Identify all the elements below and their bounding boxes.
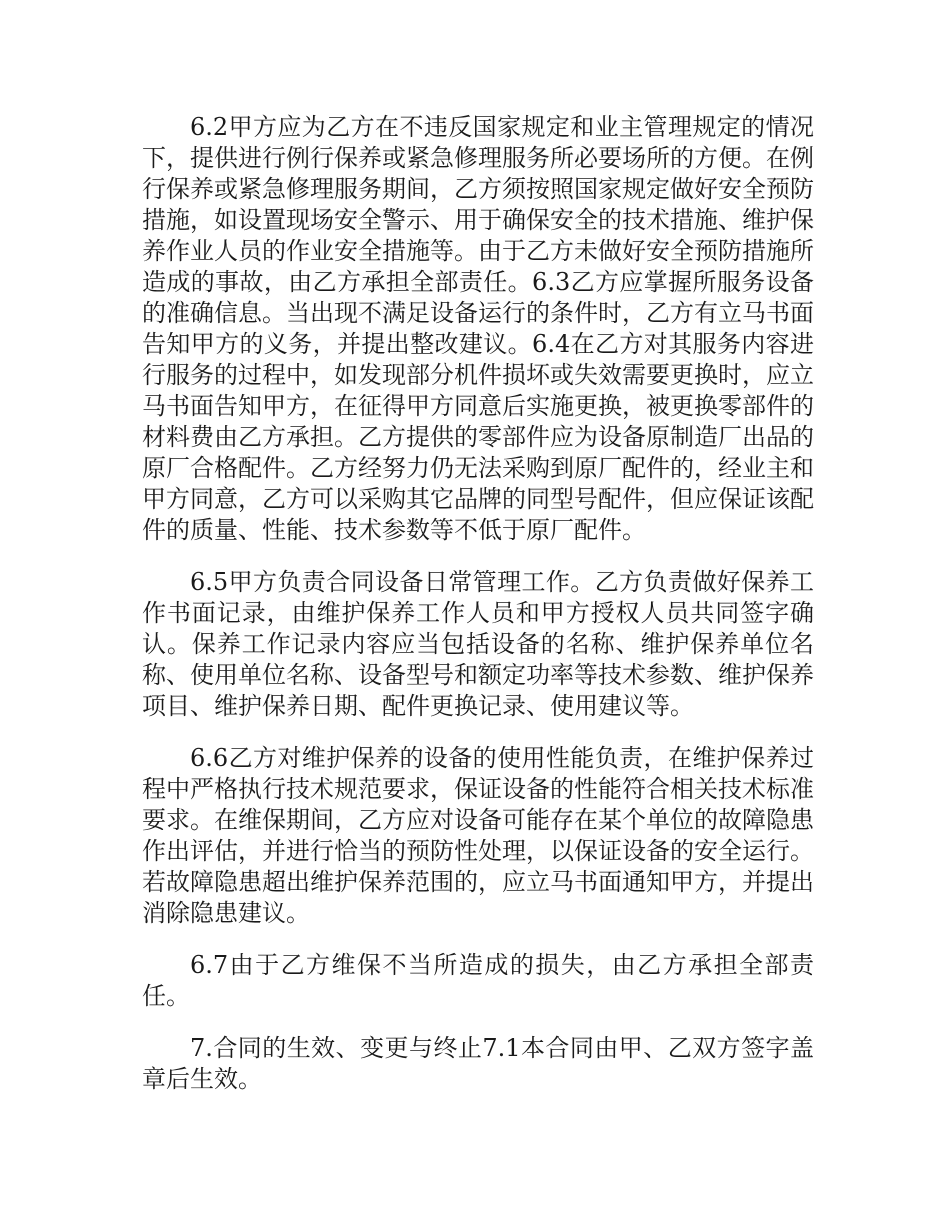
paragraph-6-5: 6.5甲方负责合同设备日常管理工作。乙方负责做好保养工作书面记录，由维护保养工作人员和甲方授权人员共同签字确认。保养工作记录内容应当包括设备的名称、维护保养单位名称、使用单位名称、设备型号和额定功率等技术参数、维护保养项目、维护保养日期、配件更换记录、使用建议等。 bbox=[142, 568, 814, 720]
paragraph-6-6: 6.6乙方对维护保养的设备的使用性能负责，在维护保养过程中严格执行技术规范要求，保证设备的性能符合相关技术标准要求。在维保期间，乙方应对设备可能存在某个单位的故障隐患作出评估，并进行恰当的预防性处理，以保证设备的安全运行。若故障隐患超出维护保养范围的，应立马书面通知甲方，并提出消除隐患建议。 bbox=[142, 744, 814, 927]
paragraph-7-1: 7.合同的生效、变更与终止7.1本合同由甲、乙双方签字盖章后生效。 bbox=[142, 1034, 814, 1093]
paragraph-6-2-to-6-4: 6.2甲方应为乙方在不违反国家规定和业主管理规定的情况下，提供进行例行保养或紧急修理服务所必要场所的方便。在例行保养或紧急修理服务期间，乙方须按照国家规定做好安全预防措施，如设置现场安全警示、用于确保安全的技术措施、维护保养作业人员的作业安全措施等。由于乙方未做好安全预防措施所造成的事故，由乙方承担全部责任。6.3乙方应掌握所服务设备的准确信息。当出现不满足设备运行的条件时，乙方有立马书面告知甲方的义务，并提出整改建议。6.4在乙方对其服务内容进行服务的过程中，如发现部分机件损坏或失效需要更换时，应立马书面告知甲方，在征得甲方同意后实施更换，被更换零部件的材料费由乙方承担。乙方提供的零部件应为设备原制造厂出品的原厂合格配件。乙方经努力仍无法采购到原厂配件的，经业主和甲方同意，乙方可以采购其它品牌的同型号配件，但应保证该配件的质量、性能、技术参数等不低于原厂配件。 bbox=[142, 113, 814, 544]
paragraph-6-7: 6.7由于乙方维保不当所造成的损失，由乙方承担全部责任。 bbox=[142, 951, 814, 1010]
document-body bbox=[142, 112, 814, 1116]
